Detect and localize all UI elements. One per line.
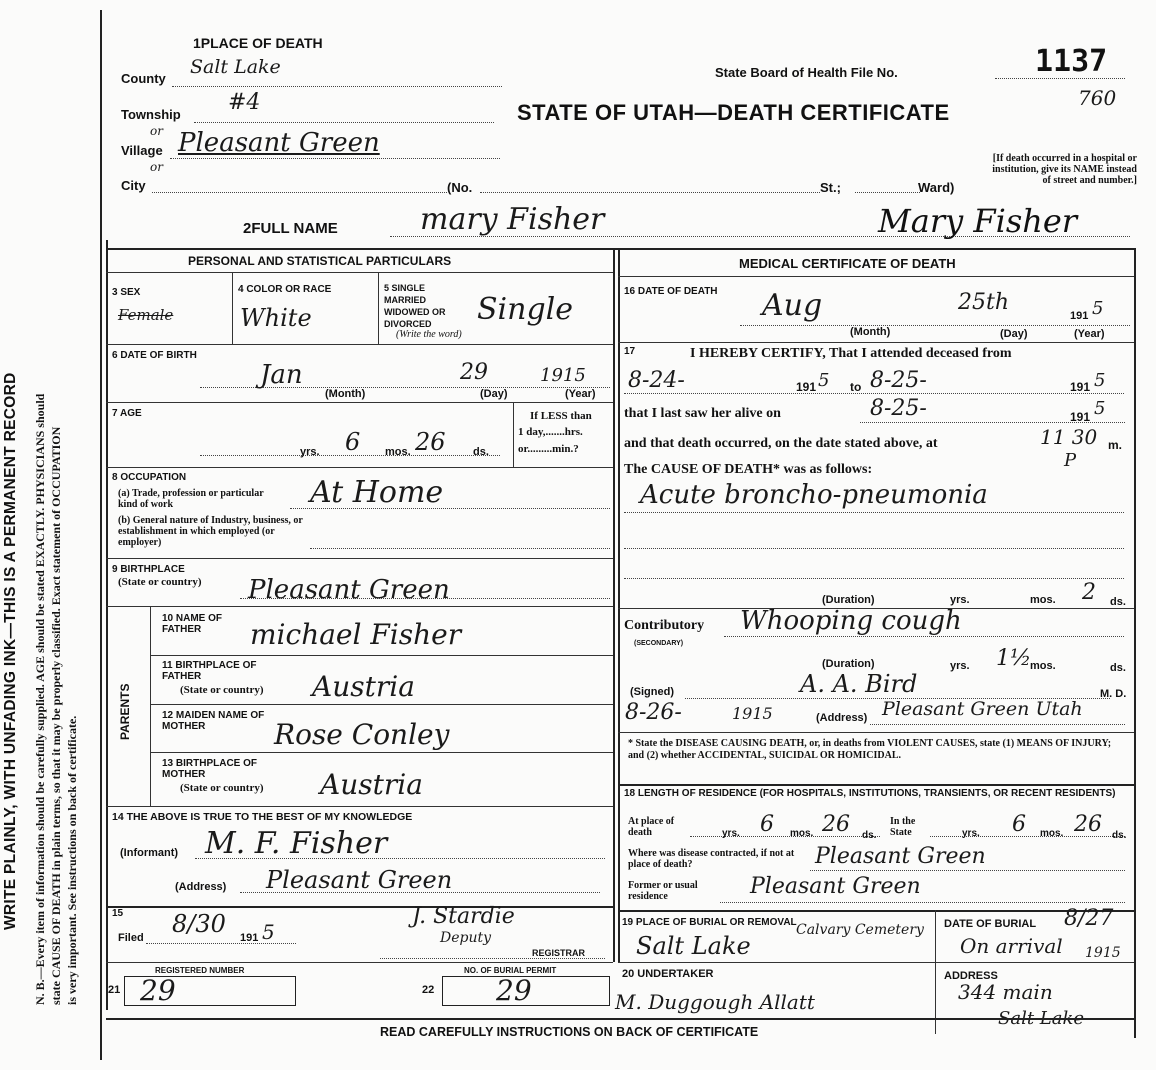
occupation-a-label: (a) Trade, profession or particular kind of work — [118, 488, 264, 510]
color-label: 4 COLOR OR RACE — [238, 284, 332, 295]
left-row-2 — [106, 344, 613, 345]
filed-year: 191 — [240, 932, 259, 944]
county-value: Salt Lake — [190, 56, 281, 78]
duration2-label: (Duration) — [822, 658, 875, 670]
attended-from-date: 8-24- — [628, 368, 685, 393]
or-2: or — [150, 160, 163, 174]
at-place-mos: mos. — [790, 828, 814, 839]
age-yrs-label: yrs. — [300, 446, 320, 458]
dob-year-caption: (Year) — [565, 388, 596, 400]
duration2-mos: mos. — [1030, 660, 1056, 672]
occupation-value: At Home — [310, 475, 444, 510]
burial-permit-label: NO. OF BURIAL PERMIT — [464, 966, 557, 975]
right-row-2 — [618, 342, 1134, 343]
right-row-5 — [618, 784, 1134, 786]
former-residence-value: Pleasant Green — [750, 874, 921, 899]
burial-permit-value: 29 — [496, 974, 532, 1007]
or-1: or — [150, 124, 163, 138]
father-birthplace-label: 11 BIRTHPLACE OF FATHER — [162, 660, 257, 682]
if-less-label: If LESS than — [530, 410, 592, 422]
at-place-yrs: yrs. — [722, 828, 740, 839]
left-row-5 — [106, 558, 613, 559]
sex-color-divider — [232, 272, 233, 344]
contributory-label: Contributory — [624, 618, 705, 633]
center-divider — [613, 248, 615, 962]
no-line — [480, 192, 820, 193]
filed-date: 8/30 — [172, 910, 226, 938]
full-name-label: 2FULL NAME — [243, 220, 338, 237]
residence-label: 18 LENGTH OF RESIDENCE (FOR HOSPITALS, INSTITUTIONS, TRANSIENTS, OR RECENT RESIDENTS) — [624, 788, 1116, 799]
last-saw-y2: 5 — [1094, 398, 1106, 419]
former-residence-label: Former or usual residence — [628, 880, 698, 902]
at-place-line — [690, 836, 880, 837]
mother-birthplace-label: 13 BIRTHPLACE OF MOTHER — [162, 758, 258, 780]
signed-value: A. A. Bird — [800, 670, 918, 698]
hospital-note: [If death occurred in a hospital or institution, give its NAME instead of street and number.] — [992, 153, 1137, 186]
contributory-value: Whooping cough — [740, 606, 962, 636]
registrar-line — [380, 958, 605, 959]
undertaker-city: Salt Lake — [998, 1008, 1085, 1029]
file-no-label: State Board of Health File No. — [715, 65, 898, 80]
side-note-3: is very important. See instructions on back of certificate. — [65, 715, 79, 1005]
certify-line-1: I HEREBY CERTIFY, That I attended deceased from — [690, 346, 1012, 361]
occupation-line-b — [310, 548, 610, 549]
informant-label: (Informant) — [120, 847, 179, 859]
undertaker-address-value: 344 main — [958, 980, 1053, 1004]
filed-number: 15 — [112, 908, 124, 919]
duration-ds: ds. — [1110, 596, 1126, 608]
birthplace-value: Pleasant Green — [248, 575, 450, 605]
cause-line-1 — [624, 512, 1124, 513]
duration2-yrs: yrs. — [950, 660, 970, 672]
signed-address-label: (Address) — [816, 712, 868, 724]
at-place-ds: ds. — [862, 830, 877, 841]
in-state-label: In the State — [890, 816, 916, 838]
former-residence-line — [720, 902, 1125, 903]
removal-value: Salt Lake — [636, 932, 751, 960]
informant-value: M. F. Fisher — [205, 826, 388, 861]
attended-to-year: 191 — [1070, 380, 1091, 394]
death-time: 11 30 — [1040, 425, 1098, 449]
death-occurred-label: and that death occurred, on the date stated above, at — [624, 436, 938, 451]
side-note-2: state CAUSE OF DEATH in plain terms, so that it may be properly classified. Exact statement of OCCUPATION — [49, 426, 63, 1005]
parents-row-1 — [150, 655, 613, 656]
dod-year-caption: (Year) — [1074, 328, 1105, 340]
burial-date-label: DATE OF BURIAL — [944, 918, 1037, 930]
at-place-label: At place of death — [628, 816, 675, 838]
age-label: 7 AGE — [112, 408, 142, 419]
color-marital-divider — [378, 272, 379, 344]
grid-top-rule — [106, 248, 1136, 250]
father-name-value: michael Fisher — [250, 618, 462, 651]
ward-label: Ward) — [918, 180, 955, 195]
undertaker-address-label: ADDRESS — [944, 970, 998, 982]
signed-date: 8-26- — [625, 700, 682, 725]
place-of-death-label: 1PLACE OF DEATH — [193, 35, 323, 51]
left-row-1 — [106, 272, 613, 273]
parents-row-3 — [150, 752, 613, 753]
attended-from-year: 191 — [796, 380, 817, 394]
city-line — [152, 192, 447, 193]
certify-number: 17 — [624, 346, 636, 357]
death-time-m: m. — [1108, 438, 1123, 452]
mother-name-value: Rose Conley — [274, 718, 450, 751]
right-row-7 — [618, 962, 1134, 963]
attended-to-label: to — [850, 380, 862, 394]
attended-to-date: 8-25- — [870, 368, 927, 393]
village-line — [170, 158, 500, 159]
undertaker-label: 20 UNDERTAKER — [622, 968, 714, 980]
date-of-death-line — [740, 325, 1130, 326]
in-state-mos: mos. — [1040, 828, 1064, 839]
county-line — [172, 86, 502, 87]
birthplace-label: 9 BIRTHPLACE — [112, 564, 185, 575]
parents-row-2 — [150, 704, 613, 705]
registrar-label: REGISTRAR — [532, 948, 586, 958]
color-value: White — [240, 304, 312, 332]
duration2-value: 1½ — [996, 646, 1032, 671]
duration2-ds: ds. — [1110, 662, 1126, 674]
last-saw-label: that I last saw her alive on — [624, 406, 781, 421]
right-row-6 — [618, 910, 1134, 912]
ward-line — [855, 192, 920, 193]
date-of-death-month: Aug — [762, 288, 823, 323]
informant-address-value: Pleasant Green — [266, 866, 453, 894]
marital-value: Single — [477, 292, 574, 327]
outer-left-rule — [100, 10, 102, 1060]
birthplace-sub: (State or country) — [118, 576, 202, 588]
in-state-ds: ds. — [1112, 830, 1127, 841]
age-ds-label: ds. — [473, 446, 489, 458]
filed-label: Filed — [118, 932, 144, 944]
burial-note: On arrival — [960, 934, 1063, 958]
registered-number-value: 29 — [140, 974, 176, 1007]
full-name-value-2: Mary Fisher — [878, 202, 1078, 240]
village-value: Pleasant Green — [178, 128, 380, 158]
registered-number-prefix: 21 — [108, 984, 121, 996]
dob-label: 6 DATE OF BIRTH — [112, 350, 197, 361]
date-of-death-year-2: 5 — [1092, 298, 1104, 319]
at-place-days-value: 26 — [822, 812, 850, 837]
duration-yrs: yrs. — [950, 594, 970, 606]
informant-title: 14 THE ABOVE IS TRUE TO THE BEST OF MY KNOWLEDGE — [112, 811, 413, 823]
registrar-signature: J. Stardie — [412, 904, 515, 929]
outer-left-rule-2 — [106, 240, 108, 1010]
at-place-mos-value: 6 — [760, 812, 774, 837]
duration-value: 2 — [1082, 580, 1096, 605]
dob-month-caption: (Month) — [325, 388, 366, 400]
center-divider-2 — [618, 248, 620, 962]
footer-instructions: READ CAREFULLY INSTRUCTIONS ON BACK OF CERTIFICATE — [380, 1025, 759, 1039]
right-row-1 — [618, 276, 1134, 277]
extra-number: 760 — [1078, 86, 1117, 110]
township-value: #4 — [228, 90, 261, 115]
left-row-6 — [106, 606, 613, 607]
contracted-label: Where was disease contracted, if not at place of death? — [628, 848, 795, 870]
last-saw-date: 8-25- — [870, 396, 927, 421]
attended-line — [624, 393, 1124, 394]
registered-number-label: REGISTERED NUMBER — [155, 966, 245, 975]
village-label: Village — [121, 143, 163, 158]
father-birthplace-value: Austria — [312, 670, 415, 703]
township-label: Township — [121, 107, 181, 122]
age-months-value: 6 — [345, 428, 361, 456]
md-label: M. D. — [1100, 688, 1127, 700]
in-state-mos-value: 6 — [1012, 812, 1026, 837]
left-row-7 — [106, 806, 613, 807]
parents-divider — [150, 606, 151, 806]
dod-month-caption: (Month) — [850, 326, 891, 338]
dob-day-caption: (Day) — [480, 388, 508, 400]
cause-of-death-value: Acute broncho-pneumonia — [640, 480, 988, 510]
informant-address-label: (Address) — [175, 881, 227, 893]
city-label: City — [121, 178, 146, 193]
burial-permit-prefix: 22 — [422, 984, 435, 996]
death-certificate-title: STATE OF UTAH—DEATH CERTIFICATE — [517, 100, 950, 125]
contributory-line — [724, 636, 1124, 637]
left-row-8 — [106, 906, 613, 908]
father-name-label: 10 NAME OF FATHER — [162, 613, 223, 635]
mother-name-label: 12 MAIDEN NAME OF MOTHER — [162, 710, 265, 732]
marital-label: 5 SINGLE MARRIED WIDOWED OR DIVORCED — [384, 283, 446, 329]
age-mos-label: mos. — [385, 446, 411, 458]
file-no-value: 1137 — [1035, 44, 1108, 79]
left-row-4 — [106, 467, 613, 468]
cemetery-value: Calvary Cemetery — [796, 922, 924, 938]
contracted-value: Pleasant Green — [815, 844, 986, 869]
marital-note: (Write the word) — [396, 329, 462, 340]
cause-line-3 — [624, 578, 1124, 579]
occupation-b-label: (b) General nature of Industry, business, or establishment in which employed (or employer) — [118, 515, 303, 548]
signed-year: 1915 — [732, 704, 773, 723]
signed-address-value: Pleasant Green Utah — [882, 698, 1083, 720]
age-divider — [513, 402, 514, 467]
cause-line-2 — [624, 548, 1124, 549]
side-note-1: N. B.—Every item of information should be carefully supplied. AGE should be stated EXACTLY. PHYSICIANS should — [33, 393, 47, 1005]
duration-label: (Duration) — [822, 594, 875, 606]
age-days-value: 26 — [415, 428, 446, 456]
mother-birthplace-value: Austria — [320, 768, 423, 801]
right-row-4 — [618, 732, 1134, 733]
left-row-3 — [106, 402, 613, 403]
contracted-line — [810, 870, 1125, 871]
burial-year: 1915 — [1085, 945, 1121, 961]
full-name-value: mary Fisher — [420, 202, 605, 237]
last-saw-year: 191 — [1070, 410, 1091, 424]
undertaker-value: M. Duggough Allatt — [615, 990, 815, 1014]
bottom-rule — [106, 1018, 1136, 1020]
in-state-yrs: yrs. — [962, 828, 980, 839]
parents-label: PARENTS — [118, 683, 132, 740]
personal-particulars-title: PERSONAL AND STATISTICAL PARTICULARS — [188, 254, 452, 268]
attended-to-y2: 5 — [1094, 370, 1106, 391]
dob-month: Jan — [260, 360, 303, 390]
left-row-9 — [106, 962, 613, 963]
no-label: (No. — [447, 180, 473, 195]
date-of-death-day: 25th — [958, 290, 1010, 315]
contributory-secondary: (SECONDARY) — [634, 640, 684, 647]
occupation-label: 8 OCCUPATION — [112, 472, 187, 483]
signed-address-line — [870, 724, 1125, 725]
in-state-days-value: 26 — [1074, 812, 1102, 837]
father-birthplace-sub: (State or country) — [180, 684, 264, 696]
sex-label: 3 SEX — [112, 287, 141, 298]
medical-certificate-title: MEDICAL CERTIFICATE OF DEATH — [739, 256, 956, 271]
death-time-pm: P — [1064, 450, 1077, 471]
dob-year: 1915 — [540, 365, 586, 386]
mother-birthplace-sub: (State or country) — [180, 782, 264, 794]
right-edge-rule — [1134, 248, 1136, 1038]
dod-day-caption: (Day) — [1000, 328, 1028, 340]
filed-year-2: 5 — [262, 920, 275, 944]
signed-label: (Signed) — [630, 686, 674, 698]
burial-date-value: 8/27 — [1064, 906, 1114, 931]
burial-divider — [935, 910, 936, 1034]
or-min-label: or.........min.? — [518, 443, 579, 455]
dob-day: 29 — [460, 360, 488, 385]
duration-mos: mos. — [1030, 594, 1056, 606]
date-of-death-label: 16 DATE OF DEATH — [624, 286, 718, 297]
sex-value: Female — [118, 306, 174, 324]
st-label: St.; — [820, 180, 841, 195]
township-line — [194, 122, 494, 123]
date-of-death-year: 191 — [1070, 310, 1089, 322]
permanent-record-warning: WRITE PLAINLY, WITH UNFADING INK—THIS IS A PERMANENT RECORD — [2, 372, 19, 930]
attended-from-y2: 5 — [818, 370, 830, 391]
cause-of-death-label: The CAUSE OF DEATH* was as follows: — [624, 462, 873, 477]
day-hrs-label: 1 day,.......hrs. — [518, 426, 583, 438]
disease-footnote: * State the DISEASE CAUSING DEATH, or, in deaths from VIOLENT CAUSES, state (1) MEANS OF INJURY; and (2) whether ACCIDENTAL, SUICIDAL OR HOMICIDAL. — [628, 738, 1112, 761]
county-label: County — [121, 71, 166, 86]
removal-label: 19 PLACE OF BURIAL OR REMOVAL — [622, 917, 797, 928]
deputy-signature: Deputy — [440, 930, 492, 946]
